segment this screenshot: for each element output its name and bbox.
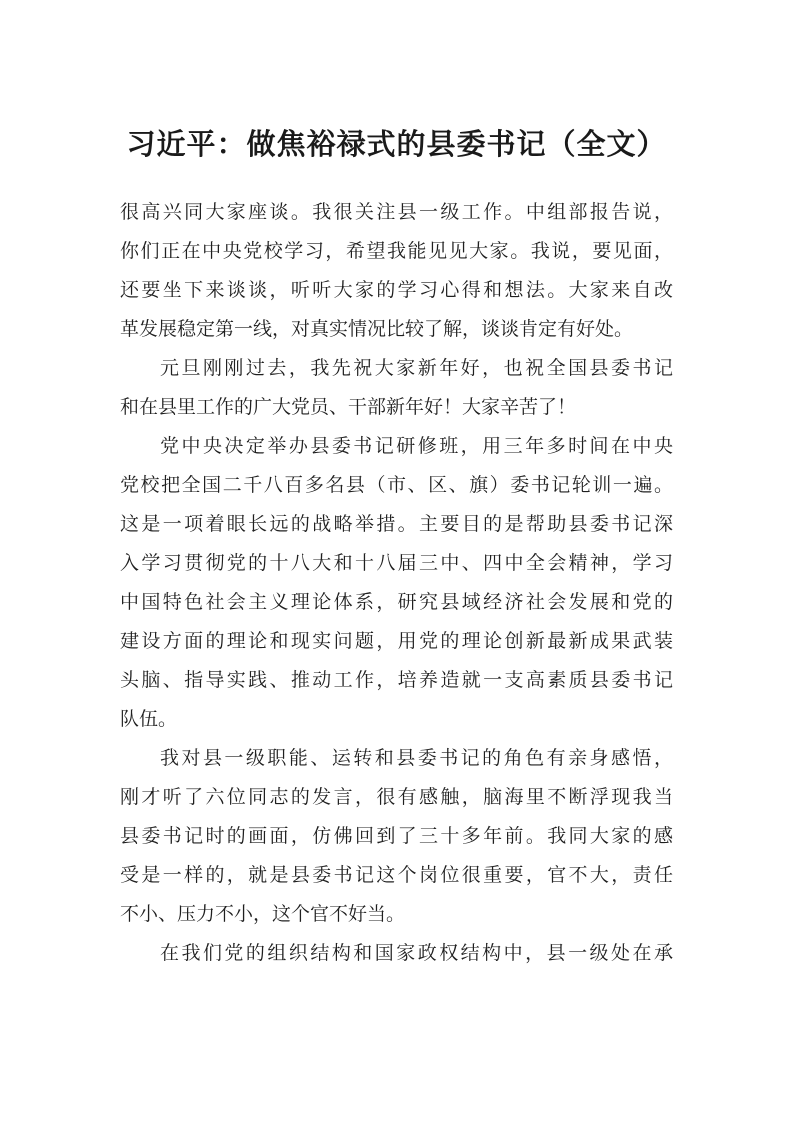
paragraph-line: 还要坐下来谈谈，听听大家的学习心得和想法。大家来自改 <box>120 279 673 301</box>
paragraph-line: 革发展稳定第一线，对真实情况比较了解，谈谈肯定有好处。 <box>120 318 634 340</box>
paragraph-line: 受是一样的，就是县委书记这个岗位很重要，官不大，责任 <box>120 864 673 886</box>
paragraph-line: 我对县一级职能、运转和县委书记的角色有亲身感悟， <box>160 747 673 769</box>
paragraph-line: 党中央决定举办县委书记研修班，用三年多时间在中央 <box>160 435 673 457</box>
paragraph-line: 队伍。 <box>120 708 178 730</box>
paragraph-line: 很高兴同大家座谈。我很关注县一级工作。中组部报告说， <box>120 201 673 223</box>
document-title: 习近平：做焦裕禄式的县委书记（全文） <box>126 127 667 161</box>
paragraph-line: 中国特色社会主义理论体系，研究县域经济社会发展和党的 <box>120 591 673 613</box>
document-body <box>120 193 673 973</box>
paragraph-line: 和在县里工作的广大党员、干部新年好！大家辛苦了！ <box>120 396 577 418</box>
paragraph-line: 党校把全国二千八百多名县（市、区、旗）委书记轮训一遍。 <box>120 474 673 496</box>
paragraph-line: 元旦刚刚过去，我先祝大家新年好，也祝全国县委书记 <box>160 357 673 379</box>
paragraph-line: 入学习贯彻党的十八大和十八届三中、四中全会精神，学习 <box>120 552 673 574</box>
paragraph-line: 这是一项着眼长远的战略举措。主要目的是帮助县委书记深 <box>120 513 673 535</box>
paragraph-line: 你们正在中央党校学习，希望我能见见大家。我说，要见面， <box>120 240 673 262</box>
paragraph-line: 刚才听了六位同志的发言，很有感触，脑海里不断浮现我当 <box>120 786 673 808</box>
paragraph-line: 县委书记时的画面，仿佛回到了三十多年前。我同大家的感 <box>120 825 673 847</box>
paragraph-line: 建设方面的理论和现实问题，用党的理论创新最新成果武装 <box>120 630 673 652</box>
paragraph-line: 在我们党的组织结构和国家政权结构中，县一级处在承 <box>160 942 673 964</box>
paragraph-line: 不小、压力不小，这个官不好当。 <box>120 903 406 925</box>
paragraph-line: 头脑、指导实践、推动工作，培养造就一支高素质县委书记 <box>120 669 673 691</box>
